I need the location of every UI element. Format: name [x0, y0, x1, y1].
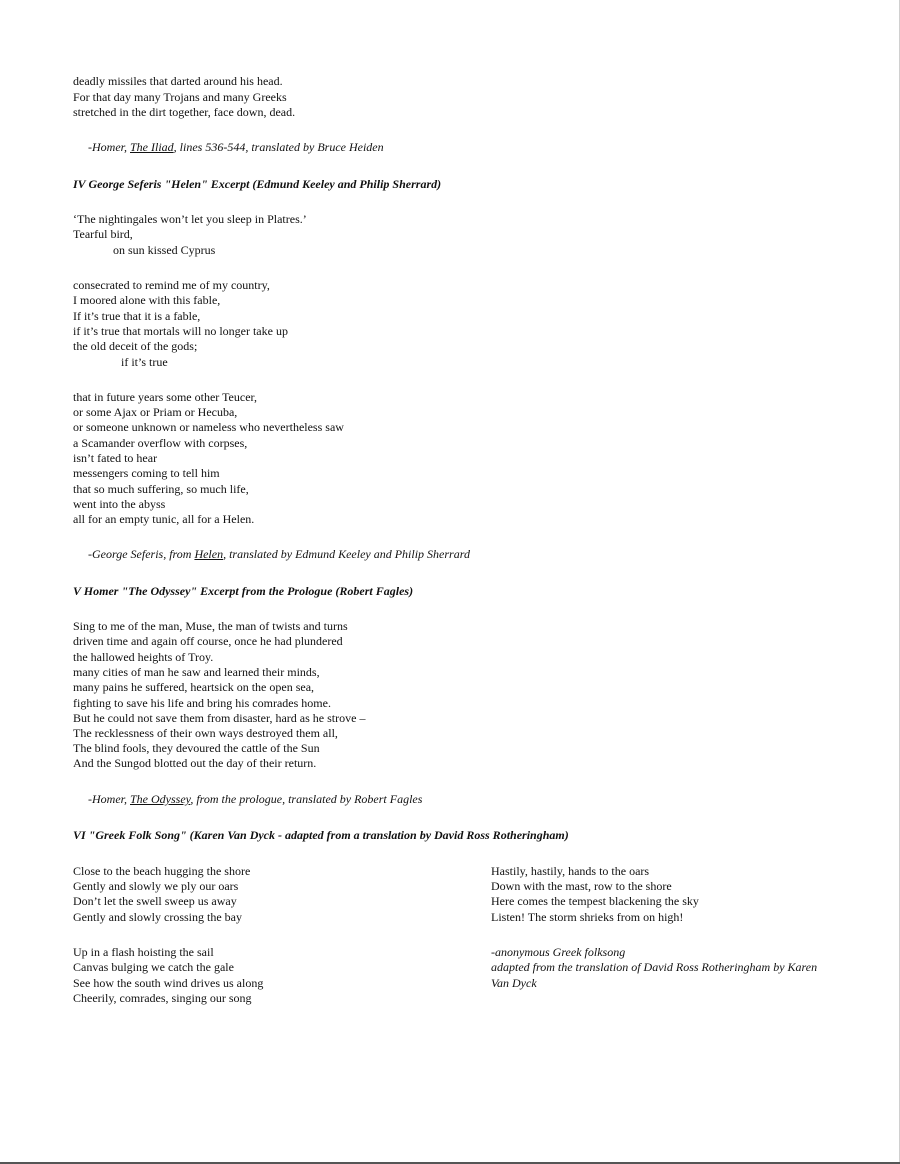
citation-title: The Iliad [130, 140, 174, 154]
iliad-line: deadly missiles that darted around his head. [73, 74, 283, 88]
poem-line: The recklessness of their own ways destroyed them all, [73, 726, 338, 740]
poem-line: But he could not save them from disaster, hard as he strove – [73, 711, 366, 725]
citation-prefix: -Homer, [88, 792, 130, 806]
song-line: Hastily, hastily, hands to the oars [491, 864, 650, 878]
citation-prefix: -George Seferis, from [88, 547, 195, 561]
citation-suffix: , lines 536-544, translated by Bruce Heiden [173, 140, 384, 154]
odyssey-citation [88, 792, 422, 807]
poem-line: Sing to me of the man, Muse, the man of twists and turns [73, 619, 348, 633]
folksong-citation: Van Dyck [491, 976, 537, 990]
poem-line: if it’s true [121, 355, 168, 369]
folksong-citation: -anonymous Greek folksong [491, 945, 626, 959]
poem-line: consecrated to remind me of my country, [73, 278, 270, 292]
iliad-line: For that day many Trojans and many Greeks [73, 90, 287, 104]
poem-line: If it’s true that it is a fable, [73, 309, 201, 323]
poem-line: that so much suffering, so much life, [73, 482, 249, 496]
song-line: See how the south wind drives us along [73, 976, 264, 990]
poem-line: ‘The nightingales won’t let you sleep in Platres.’ [73, 212, 307, 226]
song-line: Here comes the tempest blackening the sky [491, 894, 699, 908]
iliad-citation [88, 140, 384, 155]
song-line: Up in a flash hoisting the sail [73, 945, 214, 959]
poem-line: all for an empty tunic, all for a Helen. [73, 512, 255, 526]
poem-line: that in future years some other Teucer, [73, 390, 258, 404]
poem-line: on sun kissed Cyprus [113, 243, 216, 257]
poem-line: fighting to save his life and bring his comrades home. [73, 696, 331, 710]
citation-prefix: -Homer, [88, 140, 130, 154]
song-line: Cheerily, comrades, singing our song [73, 991, 252, 1005]
song-line: Don’t let the swell sweep us away [73, 894, 237, 908]
citation-title: Helen [194, 547, 224, 561]
poem-line: or some Ajax or Priam or Hecuba, [73, 405, 238, 419]
song-line: Canvas bulging we catch the gale [73, 960, 234, 974]
poem-line: I moored alone with this fable, [73, 293, 221, 307]
poem-line: the hallowed heights of Troy. [73, 650, 214, 664]
section-v-heading: V Homer "The Odyssey" Excerpt from the Prologue (Robert Fagles) [73, 584, 414, 598]
citation-title: The Odyssey [130, 792, 191, 806]
seferis-citation [88, 547, 470, 562]
poem-line: The blind fools, they devoured the cattle of the Sun [73, 741, 320, 755]
poem-line: And the Sungod blotted out the day of their return. [73, 756, 317, 770]
song-line: Gently and slowly crossing the bay [73, 910, 242, 924]
poem-line: if it’s true that mortals will no longer take up [73, 324, 288, 338]
poem-line: went into the abyss [73, 497, 166, 511]
poem-line: driven time and again off course, once he had plundered [73, 634, 343, 648]
song-line: Gently and slowly we ply our oars [73, 879, 239, 893]
section-vi-heading: VI "Greek Folk Song" (Karen Van Dyck - adapted from a translation by David Ross Rotheringham) [73, 828, 569, 842]
poem-line: Tearful bird, [73, 227, 133, 241]
poem-line: or someone unknown or nameless who nevertheless saw [73, 420, 344, 434]
folksong-citation: adapted from the translation of David Ross Rotheringham by Karen [491, 960, 818, 974]
song-line: Listen! The storm shrieks from on high! [491, 910, 684, 924]
poem-line: the old deceit of the gods; [73, 339, 198, 353]
poem-line: messengers coming to tell him [73, 466, 220, 480]
poem-line: a Scamander overflow with corpses, [73, 436, 248, 450]
song-line: Down with the mast, row to the shore [491, 879, 672, 893]
poem-line: many pains he suffered, heartsick on the open sea, [73, 680, 315, 694]
citation-suffix: , translated by Edmund Keeley and Philip Sherrard [223, 547, 470, 561]
poem-line: many cities of man he saw and learned their minds, [73, 665, 320, 679]
song-line: Close to the beach hugging the shore [73, 864, 251, 878]
citation-suffix: , from the prologue, translated by Robert Fagles [190, 792, 423, 806]
iliad-line: stretched in the dirt together, face down, dead. [73, 105, 296, 119]
poem-line: isn’t fated to hear [73, 451, 158, 465]
section-iv-heading: IV George Seferis "Helen" Excerpt (Edmund Keeley and Philip Sherrard) [73, 177, 442, 191]
